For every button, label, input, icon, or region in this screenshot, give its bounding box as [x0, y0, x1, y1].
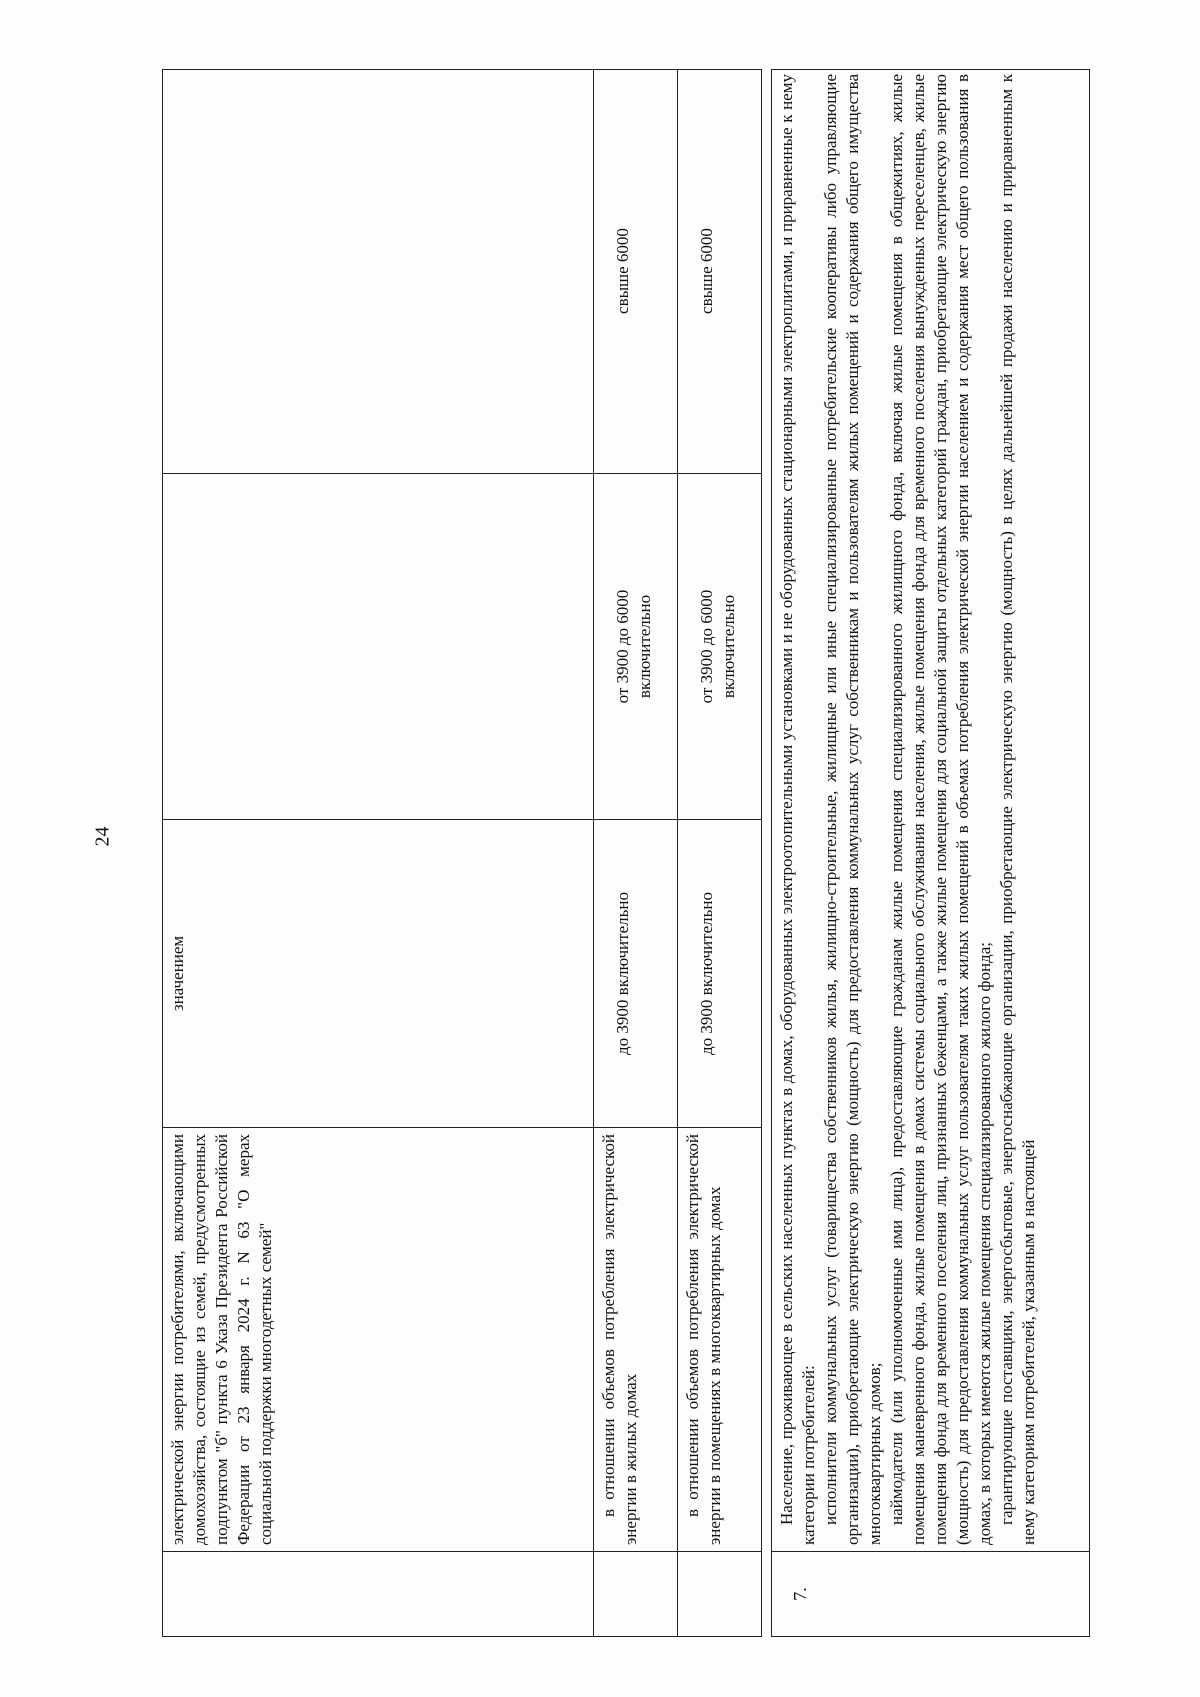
category-text: в отношении объемов потребления электрической энергии в помещениях в многоквартирных домах [683, 1134, 724, 1545]
number-cell [678, 1551, 761, 1636]
paragraph: наймодатели (или уполномоченные ими лица), предоставляющие гражданам жилые помещения специализированного жилищного фонда, включая жилые помещения в общежитиях, жилые помещения маневренного фонда, жилые помещения в домах системы социального обслуживания населения, жилые помещения фонда для временного поселения вынужденных переселенцев, жилые помещения фонда для временного поселения лиц, признанных беженцами, а также жилые помещения для социальной защиты отдельных категорий граждан, приобретающие электрическую энергию (мощность) для предоставления коммунальных услуг пользователям таких жилых помещений в объемах потребления электрической энергии населением и содержания мест общего пользования в домах, в которых имеются жилые помещения специализированного жилого фонда; [887, 74, 994, 1545]
category-cell [678, 1127, 761, 1551]
number-cell [163, 1551, 593, 1636]
value-cell [594, 69, 677, 473]
paragraph: Население, проживающее в сельских населенных пунктах в домах, оборудованных электроотопительными установками и не оборудованных стационарными электроплитами, и приравненные к нему категории потребителей: [777, 74, 818, 1545]
category-text: электрической энергии потребителями, включающими домохозяйства, состоящие из семей, предусмотренных подпунктом "б" пункта 6 Указа Президента Российской Федерации от 23 января 2024 г. N 63 "О мерах социальной поддержки многодетных семей" [168, 1134, 275, 1545]
number-cell [594, 1551, 677, 1636]
paragraph: гарантирующие поставщики, энергосбытовые, энергоснабжающие организации, приобретающие электрическую энергию (мощность) в целях дальнейшей продажи населению и приравненным к нему категориям потребителей, указанным в настоящей [997, 74, 1038, 1545]
value-cell [594, 819, 677, 1127]
description-cell [772, 68, 1089, 1551]
value-cell [594, 473, 677, 819]
table-row [162, 69, 594, 1637]
value-cell [163, 473, 593, 819]
value-cell [163, 69, 593, 473]
table-row [678, 69, 762, 1637]
range-low: до 3900 включительно [613, 892, 632, 1055]
value-cell [678, 69, 761, 473]
range-high: свыше 6000 [697, 228, 716, 314]
table-row [594, 69, 678, 1637]
value-cell [678, 819, 761, 1127]
row-number: 7. [772, 1551, 1089, 1636]
category-cell [163, 1127, 593, 1551]
range-high: свыше 6000 [613, 228, 632, 314]
value-cell [163, 819, 593, 1127]
range-mid: от 3900 до 6000 включительно [613, 589, 654, 704]
value-cell [678, 473, 761, 819]
range-mid: от 3900 до 6000 включительно [697, 589, 738, 704]
page-number: 24 [91, 826, 114, 847]
tariff-table [162, 69, 1090, 1637]
paragraph: исполнители коммунальных услуг (товарищества собственников жилья, жилищно-строительные, жилищные или иные специализированные потребительские кооперативы либо управляющие организации), приобретающие электрическую энергию (мощность) для предоставления коммунальных услуг собственникам и пользователям жилых помещений и содержания общего имущества многоквартирных домов; [821, 74, 884, 1545]
category-cell [594, 1127, 677, 1551]
table-row [771, 69, 1090, 1637]
category-text: в отношении объемов потребления электрической энергии в жилых домах [599, 1134, 640, 1545]
value-text: значением [168, 935, 187, 1012]
range-low: до 3900 включительно [697, 892, 716, 1055]
